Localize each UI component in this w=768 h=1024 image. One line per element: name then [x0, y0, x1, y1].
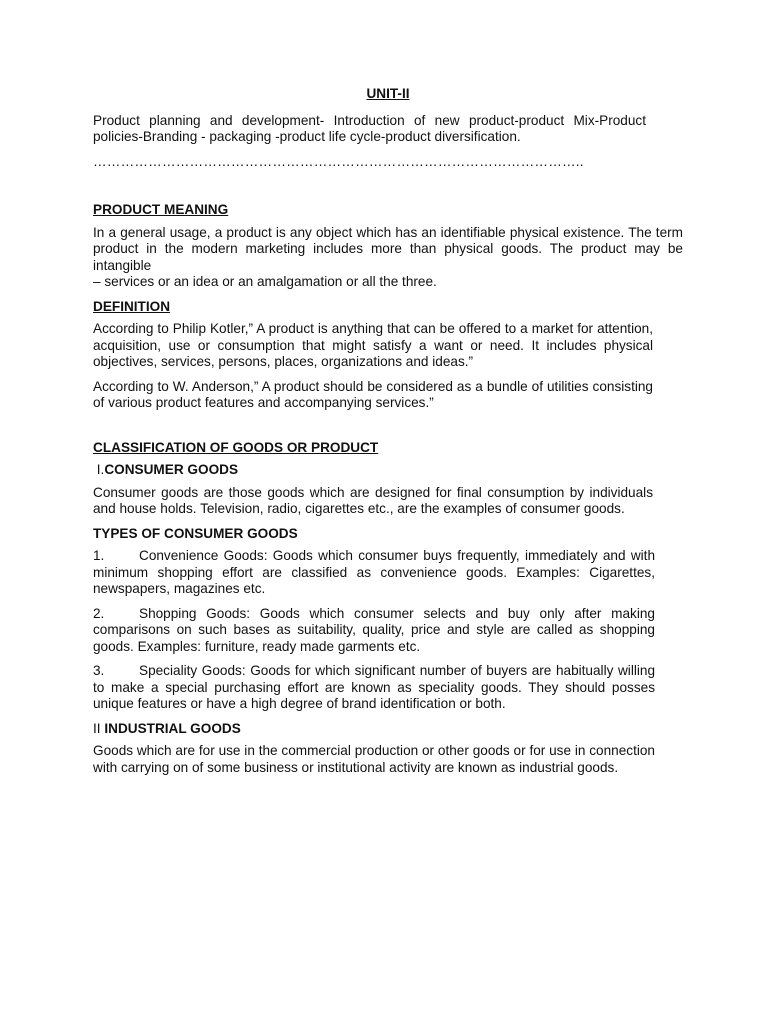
list-item-text: Convenience Goods: Goods which consumer buys frequently, immediately and with minimum shopping effort are classified as convenience goods. Examples: Cigarettes, newspapers, magazines etc. [93, 548, 655, 596]
classification-heading: CLASSIFICATION OF GOODS OR PRODUCT [93, 439, 379, 455]
unit-title: UNIT-II [366, 86, 410, 101]
definition-heading: DEFINITION [93, 298, 171, 314]
anderson-definition: According to W. Anderson,” A product should be considered as a bundle of utilities consisting of various product features and accompanying services.” [93, 378, 653, 410]
consumer-goods-heading [93, 462, 683, 479]
list-item-text: Shopping Goods: Goods which consumer selects and buy only after making comparisons on such bases as suitability, quality, price and style are called as shopping goods. Examples: furniture, ready made garments etc. [93, 605, 655, 654]
kotler-definition: According to Philip Kotler,” A product is anything that can be offered to a market for attention, acquisition, use or consumption that might satisfy a want or need. It includes physical objectives, services, persons, places, organizations and ideas.” [93, 321, 653, 369]
types-heading: TYPES OF CONSUMER GOODS [93, 525, 298, 541]
list-item [93, 606, 655, 656]
dotted-divider: …………………………………………………………………………………………….. [93, 153, 584, 169]
consumer-goods-prefix: I. [93, 462, 105, 477]
industrial-goods-title: INDUSTRIAL GOODS [104, 720, 241, 736]
list-item [93, 663, 655, 713]
consumer-goods-paragraph: Consumer goods are those goods which are designed for final consumption by individuals and house holds. Television, radio, cigarettes etc., are the examples of consumer goods. [93, 484, 653, 516]
product-meaning-paragraph: In a general usage, a product is any object which has an identifiable physical existence. The term product in the modern marketing includes more than physical goods. The product may be intangible [93, 224, 683, 273]
list-item-text: Speciality Goods: Goods for which significant number of buyers are habitually willing to make a special purchasing effort are known as speciality goods. They should posses unique features or have a high degree of brand identification or both. [93, 663, 655, 711]
product-meaning-continuation: – services or an idea or an amalgamation or all the three. [93, 274, 437, 289]
list-item-number: 3. [93, 663, 105, 678]
industrial-goods-heading [93, 721, 683, 738]
list-item-number: 2. [93, 605, 105, 621]
industrial-goods-prefix: II [93, 720, 105, 736]
document-page [93, 86, 683, 784]
product-meaning-heading: PRODUCT MEANING [93, 202, 229, 217]
consumer-goods-title: CONSUMER GOODS [104, 462, 239, 477]
industrial-goods-paragraph: Goods which are for use in the commercial production or other goods or for use in connection with carrying on of some business or institutional activity are known as industrial goods. [93, 743, 655, 775]
list-item-number: 1. [93, 548, 105, 563]
list-item [93, 548, 655, 598]
intro-paragraph: Product planning and development- Introduction of new product-product Mix-Product policies-Branding - packaging -product life cycle-product diversification. [93, 112, 646, 144]
